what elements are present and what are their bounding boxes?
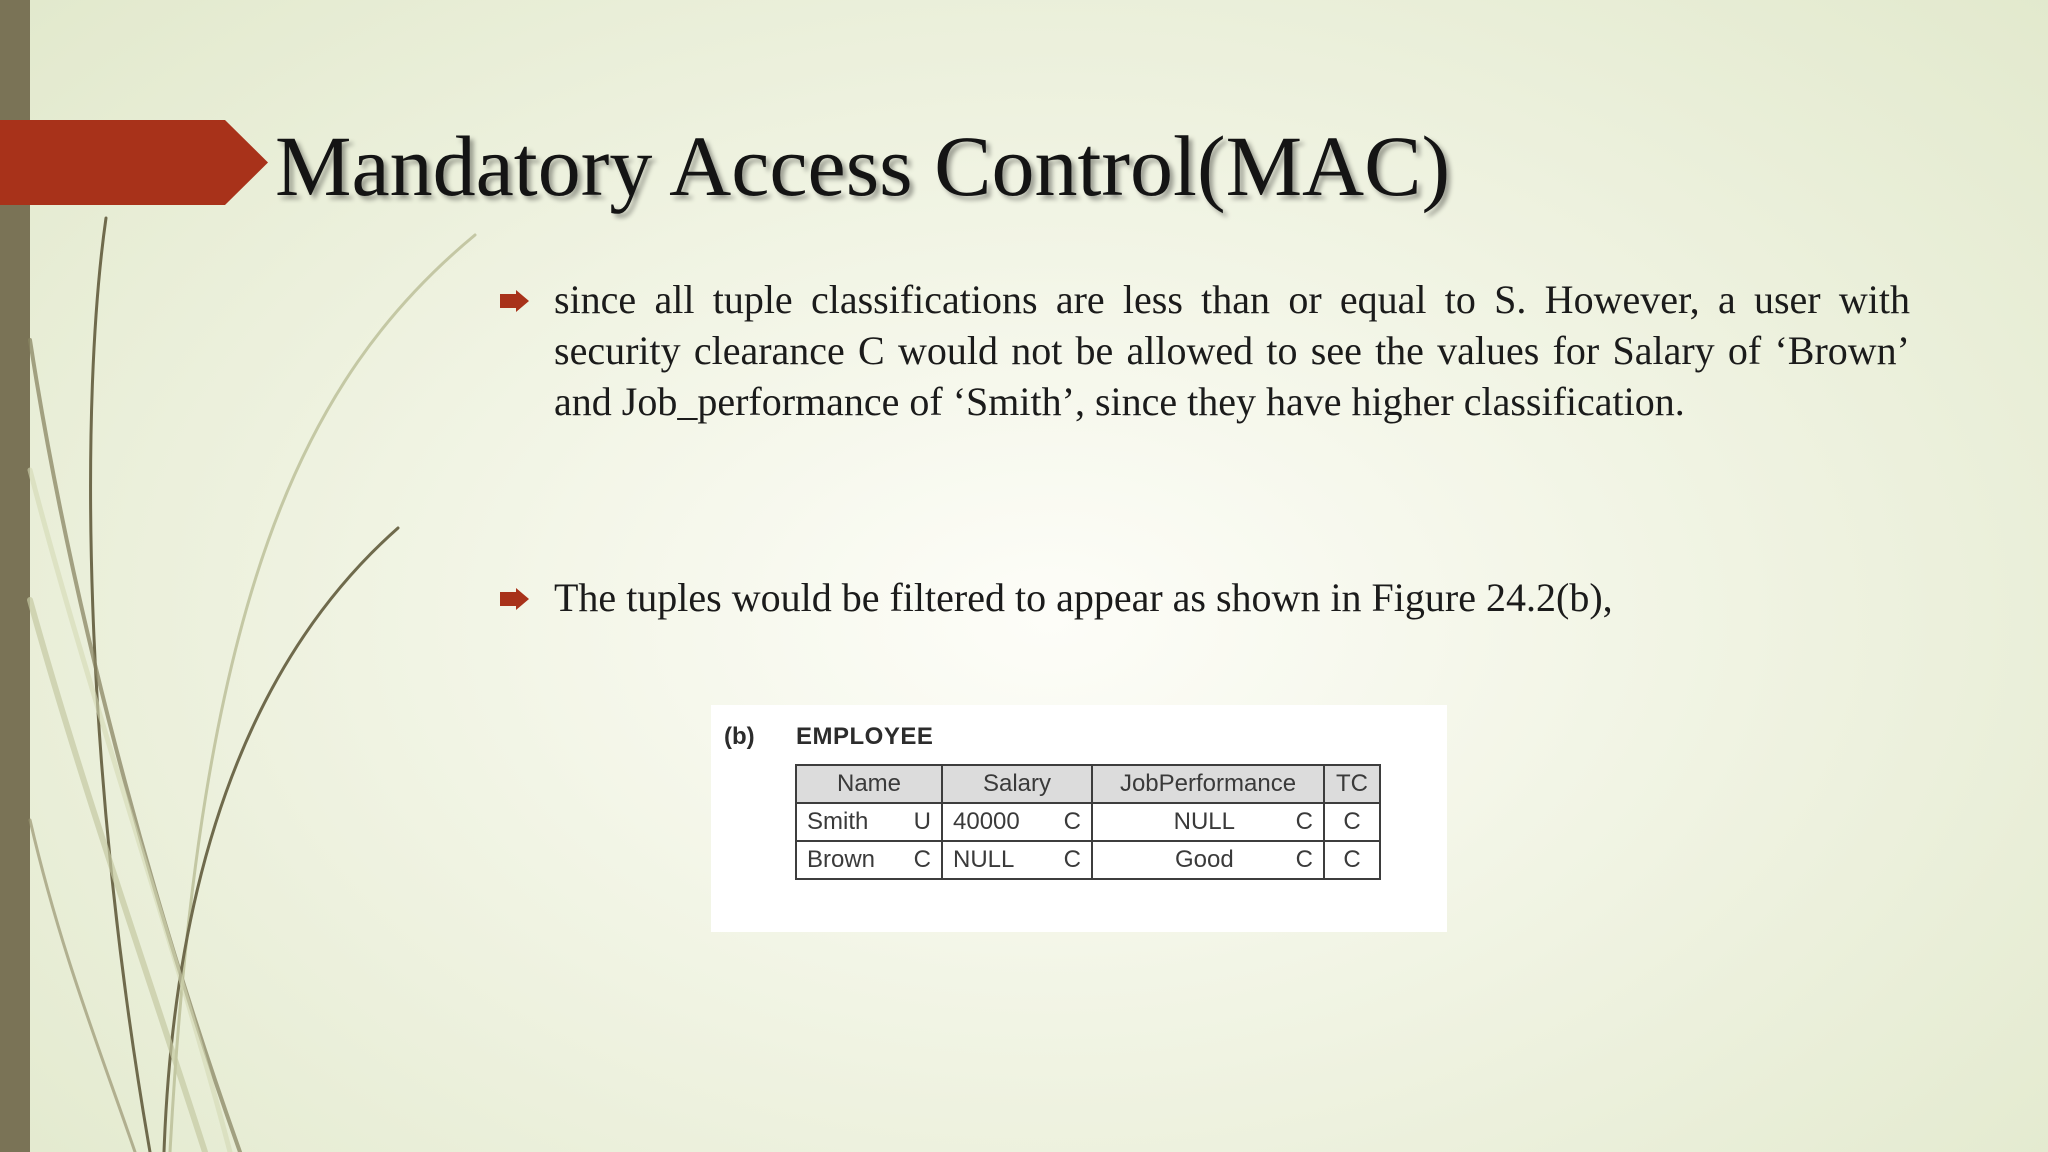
- cell-tc: C: [1324, 841, 1380, 879]
- table-header-row: [796, 765, 1380, 803]
- cell-class: C: [1295, 846, 1313, 873]
- header-tc: TC: [1324, 765, 1380, 803]
- cell-class: U: [913, 808, 931, 835]
- figure-table-name: EMPLOYEE: [796, 723, 934, 750]
- header-name: Name: [796, 765, 942, 803]
- employee-table: [795, 764, 1381, 880]
- cell-class: C: [1063, 846, 1081, 873]
- cell-salary: [942, 841, 1092, 879]
- slide-title: Mandatory Access Control(MAC): [275, 118, 1451, 214]
- cell-value: 40000: [953, 808, 1020, 835]
- cell-value: Good: [1174, 846, 1234, 873]
- cell-value: NULL: [953, 846, 1015, 873]
- table-row: [796, 841, 1380, 879]
- employee-figure: [711, 705, 1447, 932]
- cell-class: C: [913, 846, 931, 873]
- cell-salary: [942, 803, 1092, 841]
- cell-value: Brown: [807, 846, 876, 873]
- title-arrow-banner-icon: [0, 120, 268, 205]
- cell-value: NULL: [1173, 808, 1235, 835]
- cell-job-performance: [1092, 841, 1324, 879]
- cell-class: C: [1295, 808, 1313, 835]
- cell-value: Smith: [807, 808, 869, 835]
- bullet-text-2: The tuples would be filtered to appear as shown in Figure 24.2(b),: [554, 575, 1613, 620]
- arrow-bullet-icon: [498, 290, 530, 312]
- table-row: [796, 803, 1380, 841]
- bullet-item-2: [498, 572, 1910, 623]
- cell-job-performance: [1092, 803, 1324, 841]
- cell-name: [796, 841, 942, 879]
- cell-tc: C: [1324, 803, 1380, 841]
- header-job-performance: JobPerformance: [1092, 765, 1324, 803]
- cell-name: [796, 803, 942, 841]
- bullet-text-1: since all tuple classifications are less than or equal to S. However, a user with security clearance C would not be allowed to see the values for Salary of ‘Brown’ and Job_performance of ‘Smith’, since they have higher classification.: [554, 277, 1910, 424]
- cell-class: C: [1063, 808, 1081, 835]
- header-salary: Salary: [942, 765, 1092, 803]
- figure-label: (b): [724, 723, 755, 750]
- bullet-item-1: [498, 274, 1910, 427]
- arrow-bullet-icon: [498, 588, 530, 610]
